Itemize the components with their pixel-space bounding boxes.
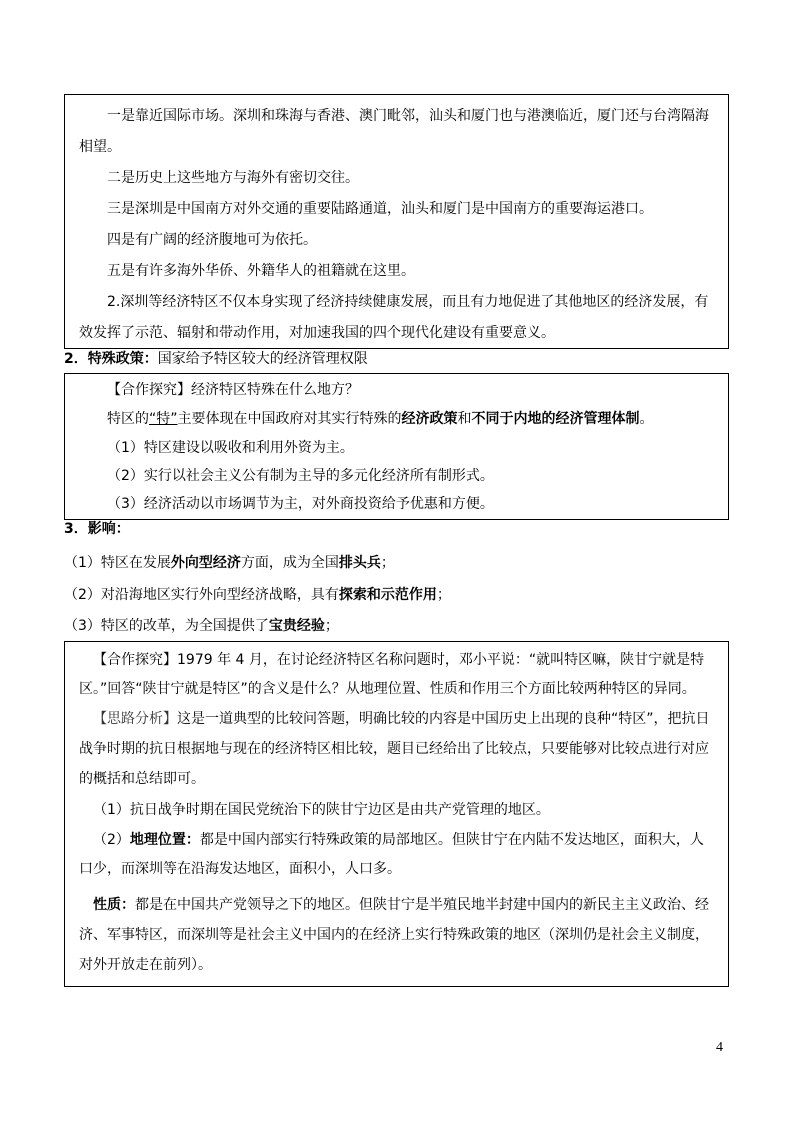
reason-2: 二是历史上这些地方与海外有密切交往。	[107, 170, 359, 186]
section-2-heading	[64, 348, 368, 370]
impact-2	[64, 584, 451, 606]
answer-2-text: 都是中国内部实行特殊政策的局部地区。但陕甘宁在内陆不发达地区，面积大，人口少，而深圳等在沿海发达地区，面积小，人口多。	[79, 832, 704, 877]
reason-1: 一是靠近国际市场。深圳和珠海与香港、澳门毗邻，汕头和厦门也与港澳临近，厦门还与台湾隔海相望。	[79, 108, 709, 155]
answer-2	[79, 826, 714, 884]
answer-text-a: 特区的	[107, 411, 149, 427]
reason-4: 四是有广阔的经济腹地可为依托。	[107, 232, 317, 248]
inquiry-1-question	[79, 376, 714, 405]
answer-end: 。	[639, 411, 654, 427]
section-2-text: 国家给予特区较大的经济管理权限	[157, 351, 368, 367]
answer-2-bold: 地理位置：	[129, 832, 200, 848]
impact-1	[64, 552, 395, 574]
answer-3	[79, 890, 714, 980]
feature-1: （1）特区建设以吸收和利用外资为主。	[107, 440, 354, 456]
impact-3	[64, 615, 339, 637]
significance-paragraph: 2.深圳等经济特区不仅本身实现了经济持续健康发展，而且有力地促进了其他地区的经济发展，有效发挥了示范、辐射和带动作用，对加速我国的四个现代化建设有重要意义。	[79, 294, 709, 341]
impact-2-end: ；	[436, 587, 451, 603]
impact-3-a: （3）特区的改革，为全国提供了	[64, 618, 269, 634]
inquiry-2-tag: 【合作探究】	[93, 652, 177, 668]
impact-3-end: ；	[324, 618, 339, 634]
impact-1-bold: 外向型经济	[170, 555, 241, 571]
inquiry-1-tag: 【合作探究】	[107, 382, 191, 398]
analysis-text: 这是一道典型的比较问答题，明确比较的内容是中国历史上出现的良种“特区”，把抗日战争时期的抗日根据地与现在的经济特区相比较，题目已经给出了比较点，只要能够对比较点进行对应的概括和总结即可。	[79, 711, 710, 787]
impact-3-bold: 宝贵经验	[268, 618, 325, 634]
answer-1: （1）抗日战争时期在国民党统治下的陕甘宁边区是由共产党管理的地区。	[93, 802, 550, 818]
section-2-number: 2．	[64, 351, 88, 367]
answer-3-text: 都是在中国共产党领导之下的地区。但陕甘宁是半殖民地半封建中国内的新民主主义政治、经济、军事特区，而深圳等是社会主义中国内的在经济上实行特殊政策的地区（深圳仍是社会主义制度，对外开放走在前列）。	[79, 897, 709, 973]
inquiry-2-question-text: 1979 年 4 月，在讨论经济特区名称问题时，邓小平说：“就叫特区嘛，陕甘宁就是特区。”回答“陕甘宁就是特区”的含义是什么？从地理位置、性质和作用三个方面比较两种特区的异同。	[79, 652, 705, 697]
impact-1-a: （1）特区在发展	[64, 555, 171, 571]
page-number: 4	[716, 1040, 723, 1055]
reason-3: 三是深圳是中国南方对外交通的重要陆路通道，汕头和厦门是中国南方的重要海运港口。	[107, 201, 653, 217]
impact-2-bold: 探索和示范作用	[338, 587, 437, 603]
inquiry-box-1	[64, 373, 729, 520]
feature-3: （3）经济活动以市场调节为主，对外商投资给予优惠和方便。	[107, 496, 494, 512]
section-3-heading: 3．影响：	[64, 521, 130, 537]
feature-2: （2）实行以社会主义公有制为主导的多元化经济所有制形式。	[107, 468, 494, 484]
answer-and: 和	[457, 411, 472, 427]
inquiry-1-answer	[79, 405, 714, 434]
inquiry-2-question	[79, 646, 714, 704]
impact-2-a: （2）对沿海地区实行外向型经济战略，具有	[64, 587, 339, 603]
answer-bold-2: 不同于内地的经济管理体制	[471, 411, 640, 427]
impact-1-end: ；	[380, 555, 395, 571]
reason-5: 五是有许多海外华侨、外籍华人的祖籍就在这里。	[107, 263, 415, 279]
impact-1-bold2: 排头兵	[338, 555, 381, 571]
answer-2-prefix: （2）	[93, 832, 130, 848]
analysis-paragraph	[79, 704, 714, 794]
answer-quote: “特”	[149, 411, 178, 427]
answer-bold-1: 经济政策	[401, 411, 458, 427]
analysis-tag: 【思路分析】	[93, 711, 177, 727]
inquiry-box-2	[64, 641, 729, 987]
section-2-title: 特殊政策：	[87, 351, 158, 367]
answer-text-b: 主要体现在中国政府对其实行特殊的	[177, 411, 402, 427]
impact-1-b: 方面，成为全国	[240, 555, 339, 571]
inquiry-1-question-text: 经济特区特殊在什么地方？	[191, 382, 359, 398]
answer-3-bold: 性质：	[93, 897, 135, 913]
reasons-box	[64, 94, 729, 349]
